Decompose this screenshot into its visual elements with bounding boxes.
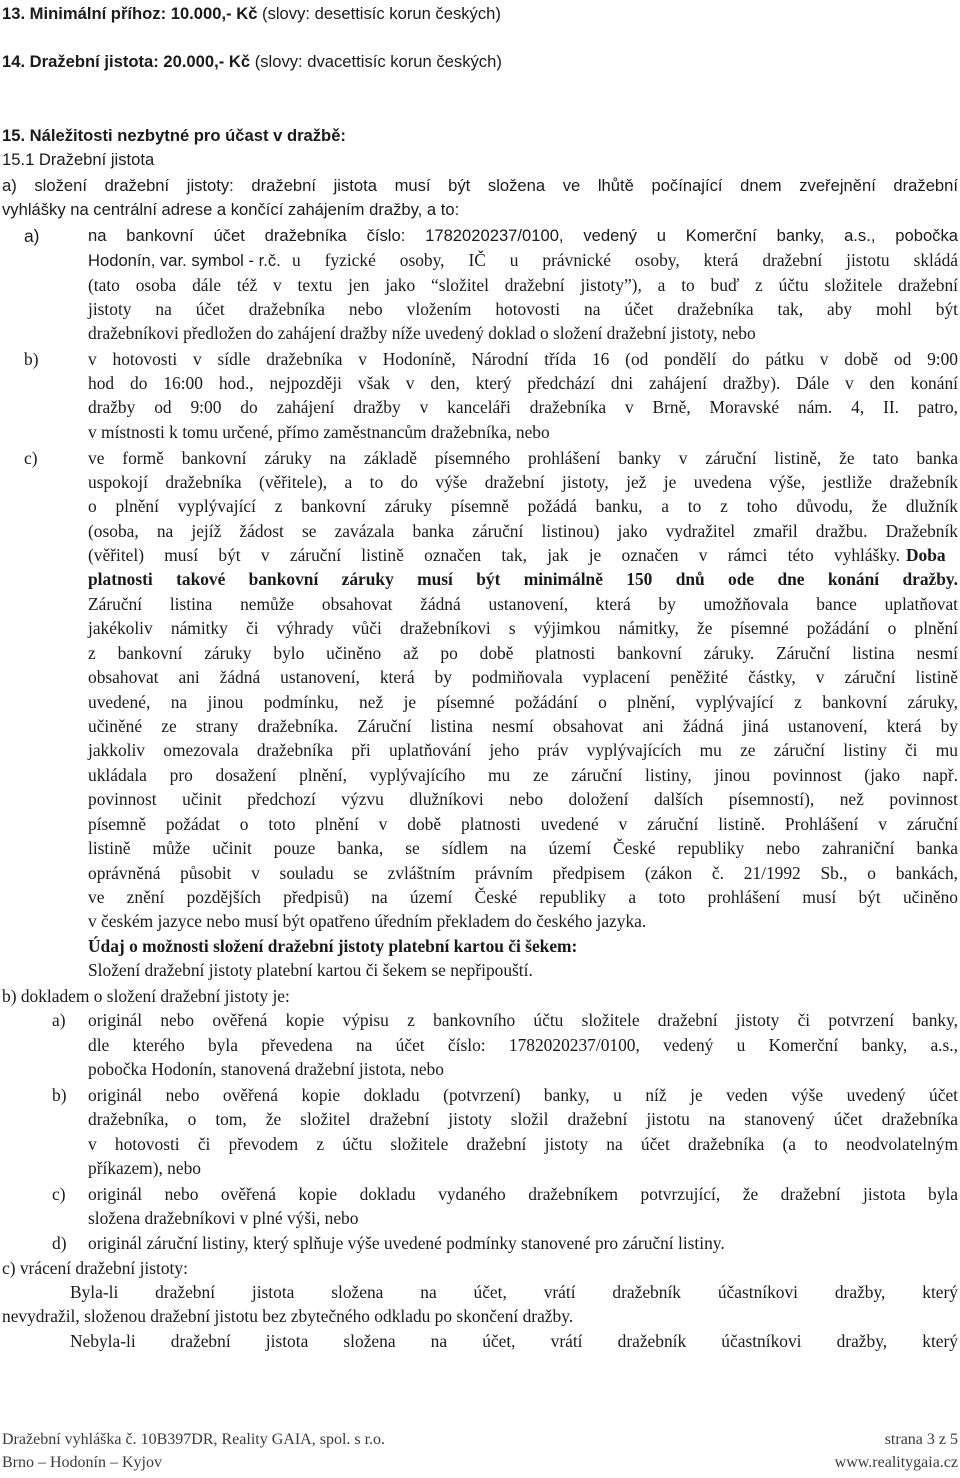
item-b-line: hod do 16:00 hod., nejpozději však v den, který předchází dni zahájení dražby). Dále v den konání [88, 373, 958, 393]
footer-left-1: Dražební vyhláška č. 10B397DR, Reality GAIA, spol. s r.o. [2, 1431, 386, 1448]
item-b-line: dražby od 9:00 do zahájení dražby v kanceláři dražebníka v Brně, Moravské nám. 4, II. patro, [88, 397, 958, 417]
item-c-line: povinnost učinit předchozí výzvu dlužníkovi nebo doložení dalších písemností), než povinnost [88, 789, 958, 809]
item-a-line [88, 248, 281, 273]
card-heading: Údaj o možnosti složení dražební jistoty platební kartou či šekem: [88, 936, 578, 956]
item-c-line: listině může učinit pouze banka, se sídlem na území České republiky nebo zahraniční banka [88, 838, 958, 858]
proof-b-line: příkazem), nebo [88, 1158, 201, 1178]
item-a-sans-part: Hodonín, var. symbol - r.č. [88, 251, 281, 270]
item-c-line: ukládala pro dosažení plnění, vyplývajícího mu ze záruční listiny, jinou povinnost (jako např. [88, 765, 958, 785]
card-text: Složení dražební jistoty platební kartou či šekem se nepřipouští. [88, 960, 533, 980]
section-14-rest: (slovy: dvacettisíc korun českých) [250, 52, 502, 71]
proof-a-line: pobočka Hodonín, stanovená dražební jistota, nebo [88, 1059, 444, 1079]
item-a-line: (tato osoba dále též v textu jen jako “složitel dražební jistoty”), a to buď z účtu složitele dražební [88, 275, 958, 295]
return-line: Byla-li dražební jistota složena na účet, vrátí dražebník účastníkovi dražby, který [70, 1282, 958, 1302]
section-14 [2, 50, 502, 74]
proof-c-label: c) [52, 1184, 66, 1204]
item-c-line: (věřitel) musí být v záruční listině označen tak, jak je označen v rámci této vyhlášky. [88, 545, 900, 565]
item-b-label: b) [24, 349, 39, 369]
item-b-line: v místnosti k tomu určené, přímo zaměstnancům dražebníka, nebo [88, 422, 550, 442]
proof-b-label: b) [52, 1085, 67, 1105]
item-c-line: jakékoliv námitky či výhrady vůči dražebníkovi s výjimkou námitky, že písemné požádání o plnění [88, 618, 958, 638]
return-heading: c) vrácení dražební jistoty: [2, 1258, 188, 1278]
section-13 [2, 2, 501, 26]
item-c-line: uspokojí dražebníka (věřitele), a to do výše dražební jistoty, jež je uvedena výše, jestliže dražebník [88, 472, 958, 492]
intro-line-2: vyhlášky na centrální adrese a končící zahájením dražby, a to: [2, 200, 460, 219]
proof-b-line: dražebníka, o tom, že složitel dražební jistoty složil dražební jistotu na stanovený účet dražebníka [88, 1109, 958, 1129]
return-line: nevydražil, složenou dražební jistotu bez zbytečného odkladu po skončení dražby. [2, 1306, 574, 1326]
proof-c-line: složena dražebníkovi v plné výši, nebo [88, 1208, 359, 1228]
footer-page-number: strana 3 z 5 [884, 1431, 958, 1448]
item-c-line: ve znění pozdějších předpisů) na území České republiky a toto prohlášení musí být učiněno [88, 887, 958, 907]
item-c-line: Záruční listina nemůže obsahovat žádná ustanovení, která by umožňovala bance uplatňovat [88, 594, 958, 614]
item-c-line: ve formě bankovní záruky na základě písemného prohlášení banky v záruční listině, že tato banka [88, 448, 958, 468]
proof-a-line: originál nebo ověřená kopie výpisu z bankovního účtu složitele dražební jistoty či potvrzení banky, [88, 1010, 958, 1030]
section-14-bold: 14. Dražební jistota: 20.000,- Kč [2, 52, 251, 71]
footer-website[interactable]: www.realitygaia.cz [834, 1454, 958, 1471]
item-a-line-tail: u fyzické osoby, IČ u právnické osoby, která dražební jistotu skládá [292, 250, 958, 270]
footer-left-2: Brno – Hodonín – Kyjov [2, 1454, 162, 1471]
item-a-line: na bankovní účet dražebníka číslo: 1782020237/0100, vedený u Komerční banky, a.s., pobočka [88, 226, 958, 245]
item-c-line: (osoba, na jejíž žádost se zavázala banka záruční listinou) jako vydražitel zmařil dražbu. Dražebník [88, 521, 958, 541]
item-c-line: z bankovní záruky bylo učiněno až po době platnosti bankovní záruky. Záruční listina nesmí [88, 643, 958, 663]
proof-d-line: originál záruční listiny, který splňuje výše uvedené podmínky stanovené pro záruční listiny. [88, 1233, 725, 1253]
item-c-label: c) [24, 448, 38, 468]
item-c-line: uvedené, na jinou podmínku, než je písemné požádání o plnění, vyplývající z bankovní záruky, [88, 692, 958, 712]
item-c-line: jakkoliv omezovala dražebníka při uplatňování jeho práv vyplývajících mu ze záruční listiny či mu [88, 740, 958, 760]
item-a-line: dražebníkovi předložen do zahájení dražby níže uvedený doklad o složení dražební jistoty, nebo [88, 323, 756, 343]
item-c-bold-doba: Doba [906, 545, 946, 565]
proof-d-label: d) [52, 1233, 67, 1253]
proof-a-label: a) [52, 1010, 66, 1030]
proof-b-line: v hotovosti či převodem z účtu složitele dražební jistoty na účet dražebníka (a to neodvolatelným [88, 1134, 958, 1154]
item-c-bold-line: platnosti takové bankovní záruky musí být minimálně 150 dnů ode dne konání dražby. [88, 569, 958, 589]
item-c-line: učiněné ze strany dražebníka. Záruční listina nesmí obsahovat ani žádná jiná ustanovení, která by [88, 716, 958, 736]
proof-heading: b) dokladem o složení dražební jistoty je: [2, 986, 290, 1006]
section-15-heading: 15. Náležitosti nezbytné pro účast v dražbě: [2, 126, 346, 145]
return-line: Nebyla-li dražební jistota složena na účet, vrátí dražebník účastníkovi dražby, který [70, 1331, 958, 1351]
item-c-line: v českém jazyce nebo musí být opatřeno úředním překladem do českého jazyka. [88, 911, 647, 931]
section-15-1-heading: 15.1 Dražební jistota [2, 150, 155, 169]
item-c-line: obsahovat ani žádná ustanovení, která by podmiňovala vyplacení peněžité částky, v záruční listině [88, 667, 958, 687]
item-a-line: jistoty na účet dražebníka nebo vložením hotovosti na účet dražebníka tak, aby mohl být [88, 299, 958, 319]
section-13-rest: (slovy: desettisíc korun českých) [257, 4, 501, 23]
proof-a-line: dle kterého byla převedena na účet číslo: 1782020237/0100, vedený u Komerční banky, a.s., [88, 1035, 958, 1055]
item-c-line: o plnění vyplývající z bankovní záruky písemně požádá banku, a to z toho důvodu, že dlužník [88, 496, 958, 516]
proof-c-line: originál nebo ověřená kopie dokladu vydaného dražebníkem potvrzující, že dražební jistota byla [88, 1184, 958, 1204]
proof-b-line: originál nebo ověřená kopie dokladu (potvrzení) banky, u níž je veden výše uvedený účet [88, 1085, 958, 1105]
section-13-bold: 13. Minimální příhoz: 10.000,- Kč [2, 4, 258, 23]
item-a-label: a) [24, 226, 40, 246]
item-b-line: v hotovosti v sídle dražebníka v Hodoníně, Národní třída 16 (od pondělí do pátku v době od 9:00 [88, 349, 958, 369]
item-c-line: písemně požádat o toto plnění v době platnosti uvedené v záruční listině. Prohlášení v záruční [88, 814, 958, 834]
intro-line-1: a) složení dražební jistoty: dražební jistota musí být složena ve lhůtě počínající dnem zveřejnění dražební [2, 176, 958, 195]
item-c-line: oprávněná působit v souladu se zvláštním právním předpisem (zákon č. 21/1992 Sb., o bankách, [88, 863, 958, 883]
